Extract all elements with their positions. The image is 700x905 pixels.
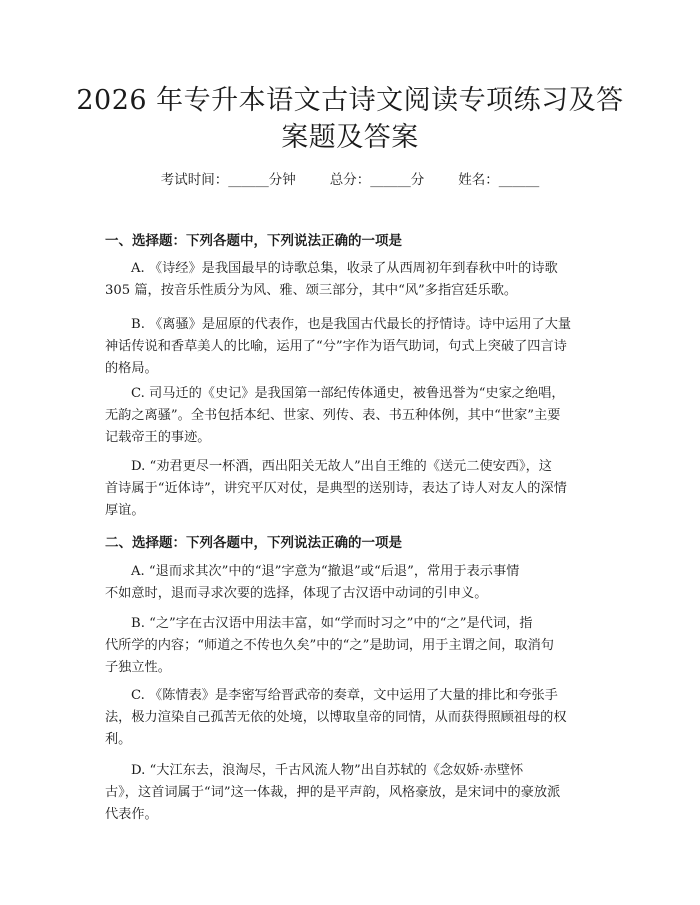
option-line: 厚谊。 [105,503,145,518]
option-line: D. “劝君更尽一杯酒，西出阳关无故人”出自王维的《送元二使安西》，这 [131,459,552,474]
title-line-2: 案题及答案 [281,122,419,153]
section-1-option-d [105,456,595,522]
option-line: 代所学的内容；“师道之不传也久矣”中的“之”是助词，用于主谓之间，取消句 [105,638,554,653]
section-1-option-b [105,314,595,380]
option-line: 的格局。 [105,361,158,376]
exam-time: 考试时间：______分钟 [160,172,296,188]
section-2-option-d [105,760,595,826]
section-2-option-c [105,685,595,751]
section-1-option-a [105,258,595,302]
option-line: A. “退而求其次”中的“退”字意为“撤退”或“后退”，常用于表示事情 [131,564,520,579]
option-line: 不如意时，退而寻求次要的选择，体现了古汉语中动词的引申义。 [105,586,488,601]
exam-info [0,168,700,188]
option-line: B. 《离骚》是屈原的代表作，也是我国古代最长的抒情诗。诗中运用了大量 [131,317,572,332]
option-line: C. 司马迁的《史记》是我国第一部纪传体通史，被鲁迅誉为“史家之绝唱， [131,386,565,401]
option-line: D. “大江东去，浪淘尽，千古风流人物”出自苏轼的《念奴娇·赤壁怀 [131,763,524,778]
option-line: 记载帝王的事迹。 [105,430,211,445]
option-line: C. 《陈情表》是李密写给晋武帝的奏章，文中运用了大量的排比和夸张手 [131,688,558,703]
option-line: 代表作。 [105,807,158,822]
section-1-option-c [105,383,595,449]
option-line: 利。 [105,732,132,747]
section-1-heading: 一、选择题：下列各题中，下列说法正确的一项是 [105,233,402,249]
option-line: A. 《诗经》是我国最早的诗歌总集，收录了从西周初年到春秋中叶的诗歌 [131,261,558,276]
option-line: 法，极力渲染自己孤苦无依的处境，以博取皇帝的同情，从而获得照顾祖母的权 [105,710,567,725]
option-line: 古》，这首词属于“词”这一体裁，押的是平声韵，风格豪放，是宋词中的豪放派 [105,785,561,800]
option-line: 子独立性。 [105,660,171,675]
page-title [0,82,700,156]
section-2-option-b [105,613,595,679]
exam-score: 总分：______分 [329,172,425,188]
option-line: 305 篇，按音乐性质分为风、雅、颂三部分，其中“风”多指宫廷乐歌。 [105,283,518,298]
option-line: 神话传说和香草美人的比喻，运用了“兮”字作为语气助词，句式上突破了四言诗 [105,339,567,354]
option-line: 首诗属于“近体诗”，讲究平仄对仗，是典型的送别诗，表达了诗人对友人的深情 [105,481,567,496]
title-line-1: 2026 年专升本语文古诗文阅读专项练习及答 [76,85,624,116]
option-line: 无韵之离骚”。全书包括本纪、世家、列传、表、书五种体例，其中“世家”主要 [105,408,561,423]
section-2-option-a [105,561,595,605]
option-line: B. “之”字在古汉语中用法丰富，如“学而时习之”中的“之”是代词，指 [131,616,533,631]
student-name: 姓名：______ [458,172,540,188]
section-2-heading: 二、选择题：下列各题中，下列说法正确的一项是 [105,535,402,551]
